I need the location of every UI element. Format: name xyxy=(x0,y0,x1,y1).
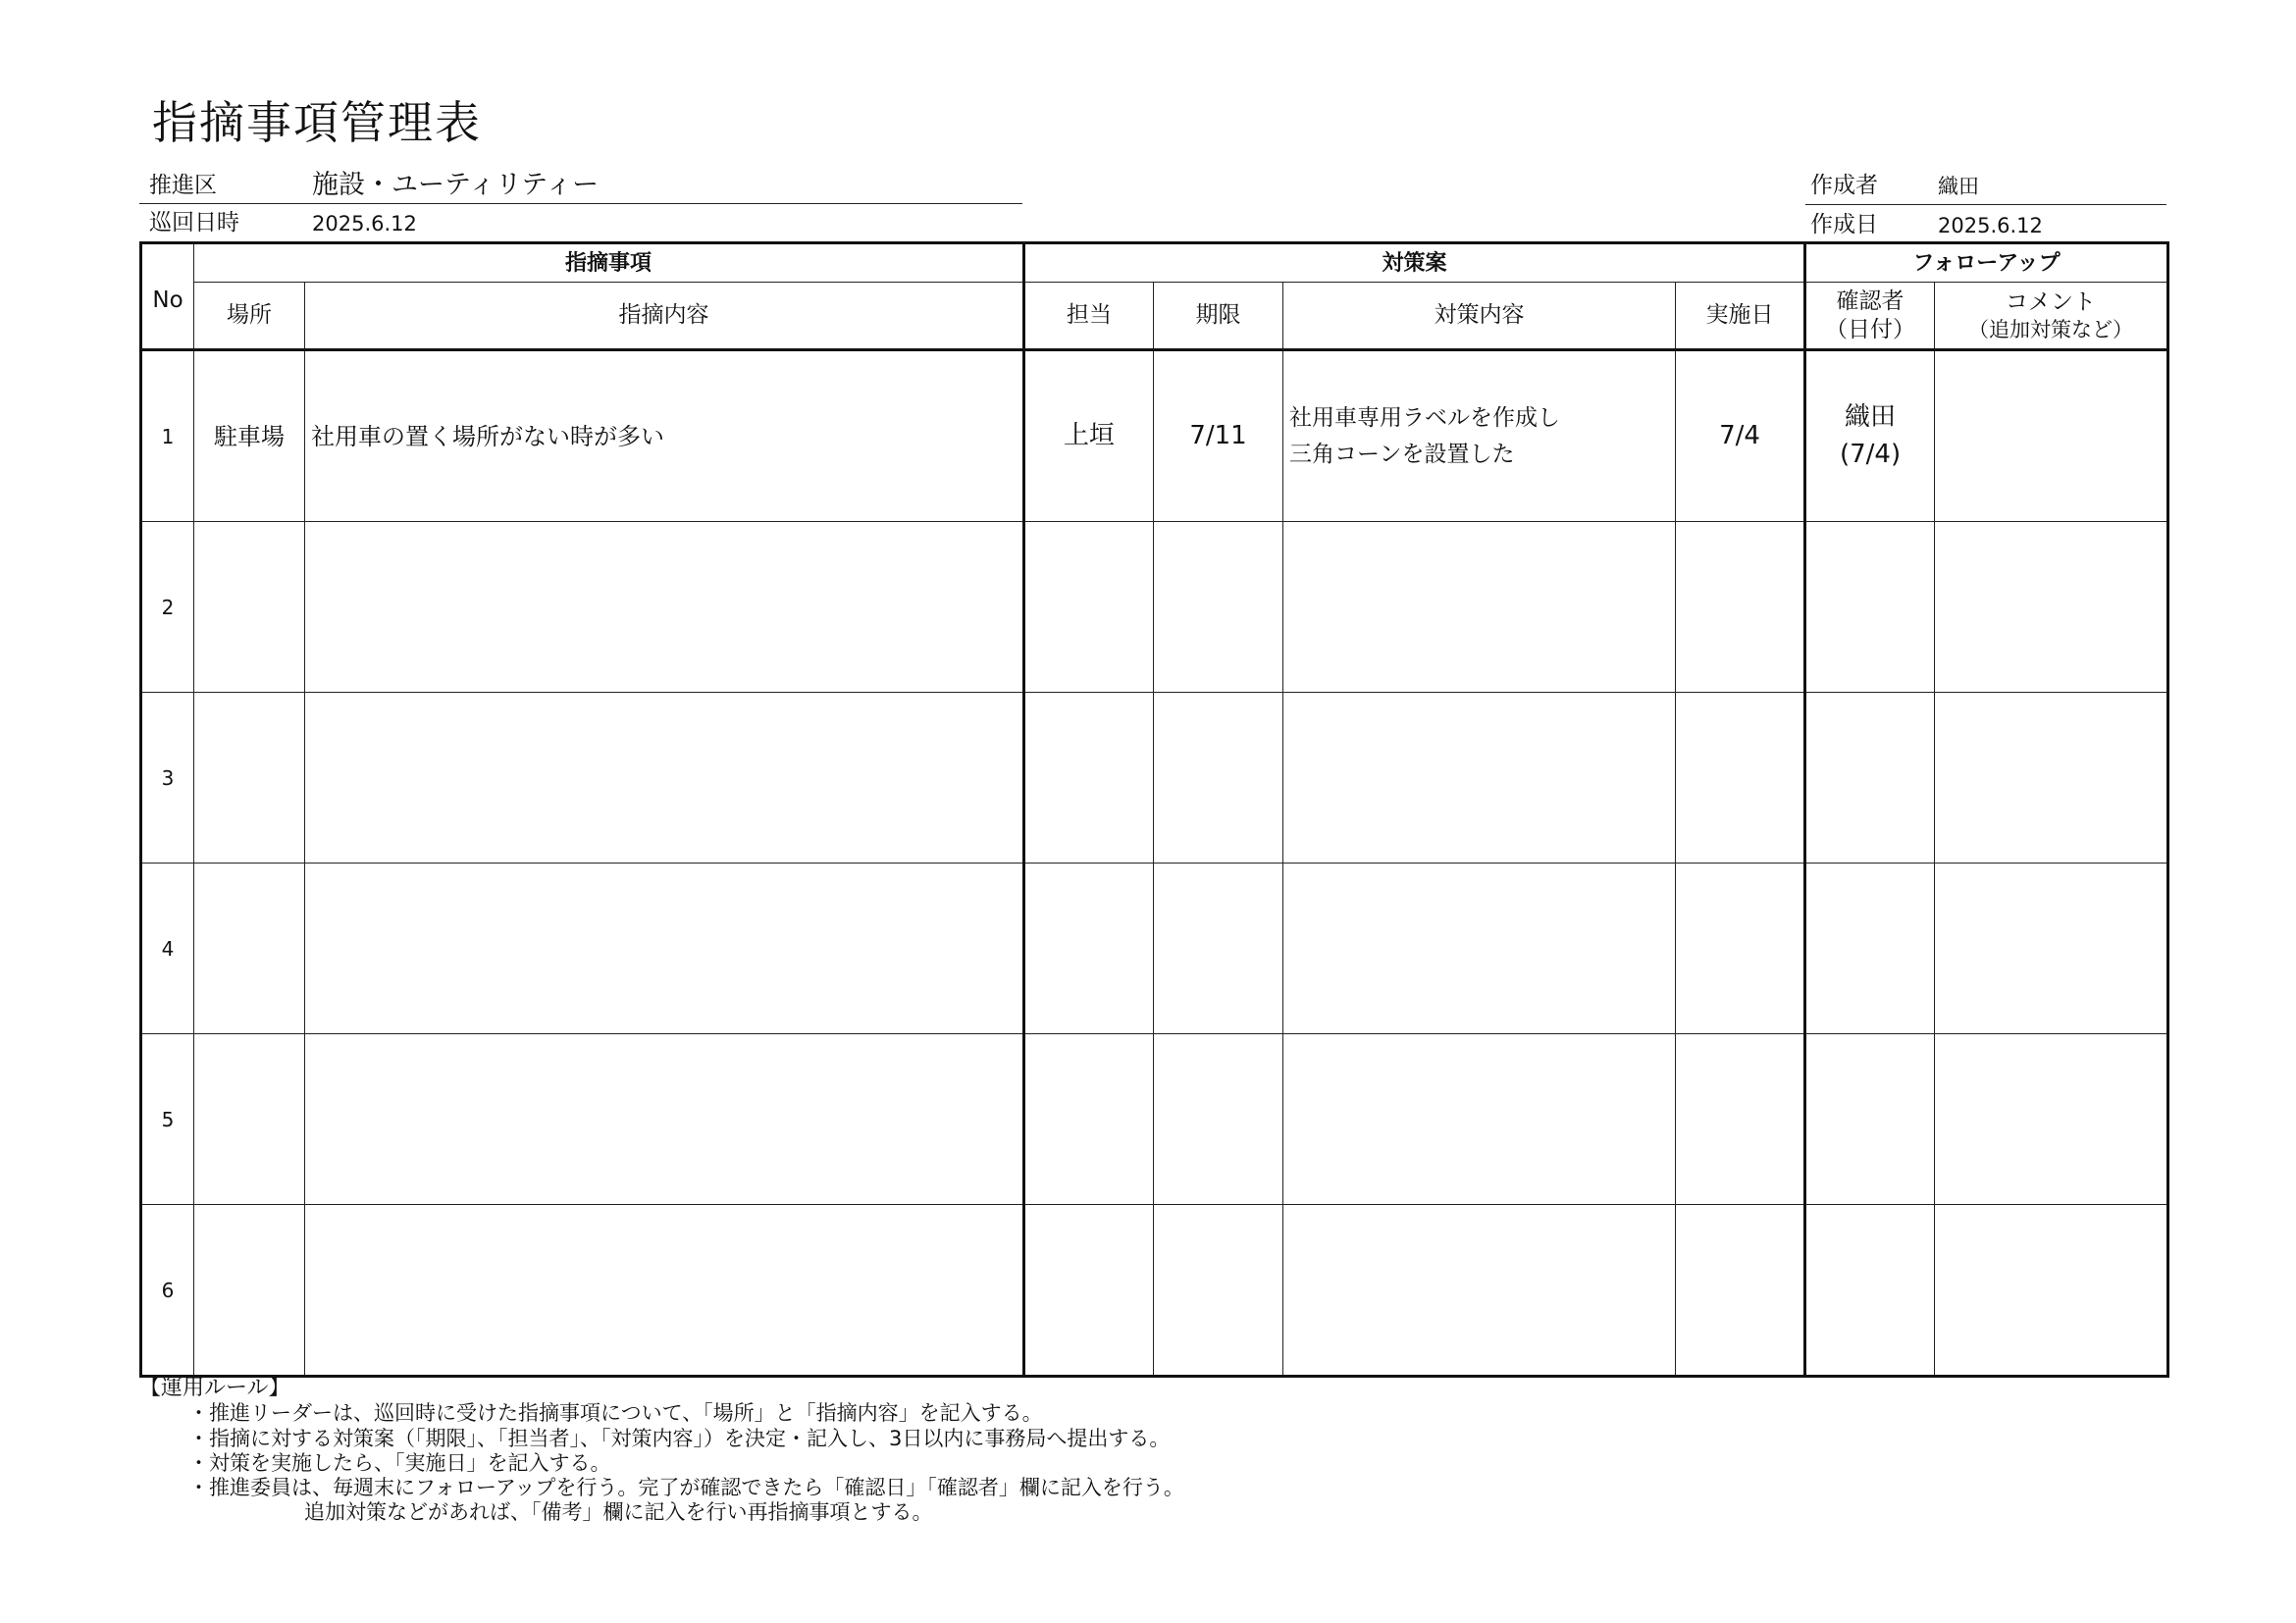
rule-line: ・指摘に対する対策案（「期限」、「担当者」、「対策内容」）を決定・記入し、3日以内に事務局へ提出する。 xyxy=(188,1426,1171,1450)
table-row xyxy=(141,864,2168,1034)
comment-header xyxy=(1935,283,2168,350)
measure-cell xyxy=(1283,1205,1676,1377)
row-no-cell: 2 xyxy=(141,522,194,693)
comment-cell xyxy=(1935,522,2168,693)
patrol-date-value: 2025.6.12 xyxy=(312,212,417,236)
owner-cell xyxy=(1024,1205,1154,1377)
followup-group-header: フォローアップ xyxy=(1805,243,2168,283)
confirmer-cell xyxy=(1805,864,1935,1034)
done-date-cell xyxy=(1676,1034,1805,1205)
area-underline xyxy=(139,203,1022,204)
page-title: 指摘事項管理表 xyxy=(152,96,482,149)
confirmer-cell xyxy=(1805,1034,1935,1205)
confirmer-header xyxy=(1805,283,1935,350)
table-row xyxy=(141,350,2168,522)
table-row xyxy=(141,1034,2168,1205)
area-value: 施設・ユーティリティー xyxy=(312,170,600,200)
comment-header-line1: コメント xyxy=(2006,289,2097,316)
deadline-cell xyxy=(1154,693,1283,864)
created-date-value: 2025.6.12 xyxy=(1938,214,2043,237)
confirmer-line2: (7/4) xyxy=(1839,439,1902,469)
place-cell xyxy=(194,1205,305,1377)
row-no-cell: 6 xyxy=(141,1205,194,1377)
done-date-cell: 7/4 xyxy=(1676,350,1805,522)
rule-line: ・推進委員は、毎週末にフォローアップを行う。完了が確認できたら「確認日」「確認者」欄に記入を行う。 xyxy=(188,1475,1184,1499)
row-no-cell: 3 xyxy=(141,693,194,864)
confirmer-cell xyxy=(1805,522,1935,693)
deadline-cell xyxy=(1154,522,1283,693)
row-no-cell: 1 xyxy=(141,350,194,522)
owner-cell xyxy=(1024,1034,1154,1205)
confirmer-cell xyxy=(1805,350,1935,522)
creator-label: 作成者 xyxy=(1810,173,1878,198)
confirmer-cell xyxy=(1805,1205,1935,1377)
measure-line1: 社用車専用ラベルを作成し xyxy=(1289,404,1561,431)
deadline-cell xyxy=(1154,1205,1283,1377)
done-date-cell xyxy=(1676,522,1805,693)
patrol-date-label: 巡回日時 xyxy=(149,210,239,236)
done-date-cell xyxy=(1676,693,1805,864)
deadline-cell: 7/11 xyxy=(1154,350,1283,522)
owner-cell xyxy=(1024,864,1154,1034)
finding-cell: 社用車の置く場所がない時が多い xyxy=(305,350,1024,522)
confirmer-header-line1: 確認者 xyxy=(1836,288,1905,314)
measure-cell xyxy=(1283,522,1676,693)
confirmer-cell xyxy=(1805,693,1935,864)
row-no-cell: 5 xyxy=(141,1034,194,1205)
rule-line: ・推進リーダーは、巡回時に受けた指摘事項について、「場所」と「指摘内容」を記入する。 xyxy=(188,1401,1043,1426)
place-cell xyxy=(194,1034,305,1205)
table-row xyxy=(141,1205,2168,1377)
confirmer-header-line2: （日付） xyxy=(1825,316,1916,342)
creator-value: 織田 xyxy=(1938,175,1979,198)
done-date-header: 実施日 xyxy=(1676,283,1805,350)
deadline-cell xyxy=(1154,864,1283,1034)
comment-cell xyxy=(1935,864,2168,1034)
measure-content-header: 対策内容 xyxy=(1283,283,1676,350)
rules-title: 【運用ルール】 xyxy=(139,1376,290,1400)
operation-rules xyxy=(139,1376,1184,1525)
area-label: 推進区 xyxy=(149,173,217,198)
owner-cell xyxy=(1024,522,1154,693)
finding-cell xyxy=(305,1205,1024,1377)
comment-cell xyxy=(1935,1205,2168,1377)
measure-line2: 三角コーンを設置した xyxy=(1289,441,1515,467)
place-cell xyxy=(194,693,305,864)
table-row xyxy=(141,522,2168,693)
owner-header: 担当 xyxy=(1024,283,1154,350)
measure-cell xyxy=(1283,864,1676,1034)
measure-cell xyxy=(1283,350,1676,522)
place-cell xyxy=(194,522,305,693)
comment-cell xyxy=(1935,350,2168,522)
findings-table xyxy=(139,241,2169,1378)
comment-header-line2: （追加対策など） xyxy=(1968,317,2134,341)
place-cell xyxy=(194,864,305,1034)
comment-cell xyxy=(1935,693,2168,864)
owner-cell xyxy=(1024,693,1154,864)
no-header: No xyxy=(141,243,194,350)
confirmer-line1: 織田 xyxy=(1845,401,1897,432)
deadline-header: 期限 xyxy=(1154,283,1283,350)
table-row xyxy=(141,693,2168,864)
rule-line: ・対策を実施したら、「実施日」を記入する。 xyxy=(188,1450,611,1475)
rule-line: 追加対策などがあれば、「備考」欄に記入を行い再指摘事項とする。 xyxy=(304,1500,933,1525)
measure-cell xyxy=(1283,1034,1676,1205)
place-header: 場所 xyxy=(194,283,305,350)
finding-content-header: 指摘内容 xyxy=(305,283,1024,350)
owner-cell: 上垣 xyxy=(1024,350,1154,522)
place-cell: 駐車場 xyxy=(194,350,305,522)
finding-cell xyxy=(305,864,1024,1034)
comment-cell xyxy=(1935,1034,2168,1205)
done-date-cell xyxy=(1676,864,1805,1034)
created-date-label: 作成日 xyxy=(1810,212,1878,237)
row-no-cell: 4 xyxy=(141,864,194,1034)
finding-cell xyxy=(305,693,1024,864)
measure-cell xyxy=(1283,693,1676,864)
finding-cell xyxy=(305,1034,1024,1205)
measure-group-header: 対策案 xyxy=(1024,243,1805,283)
creator-underline xyxy=(1805,204,2166,205)
deadline-cell xyxy=(1154,1034,1283,1205)
finding-cell xyxy=(305,522,1024,693)
finding-group-header: 指摘事項 xyxy=(194,243,1024,283)
done-date-cell xyxy=(1676,1205,1805,1377)
